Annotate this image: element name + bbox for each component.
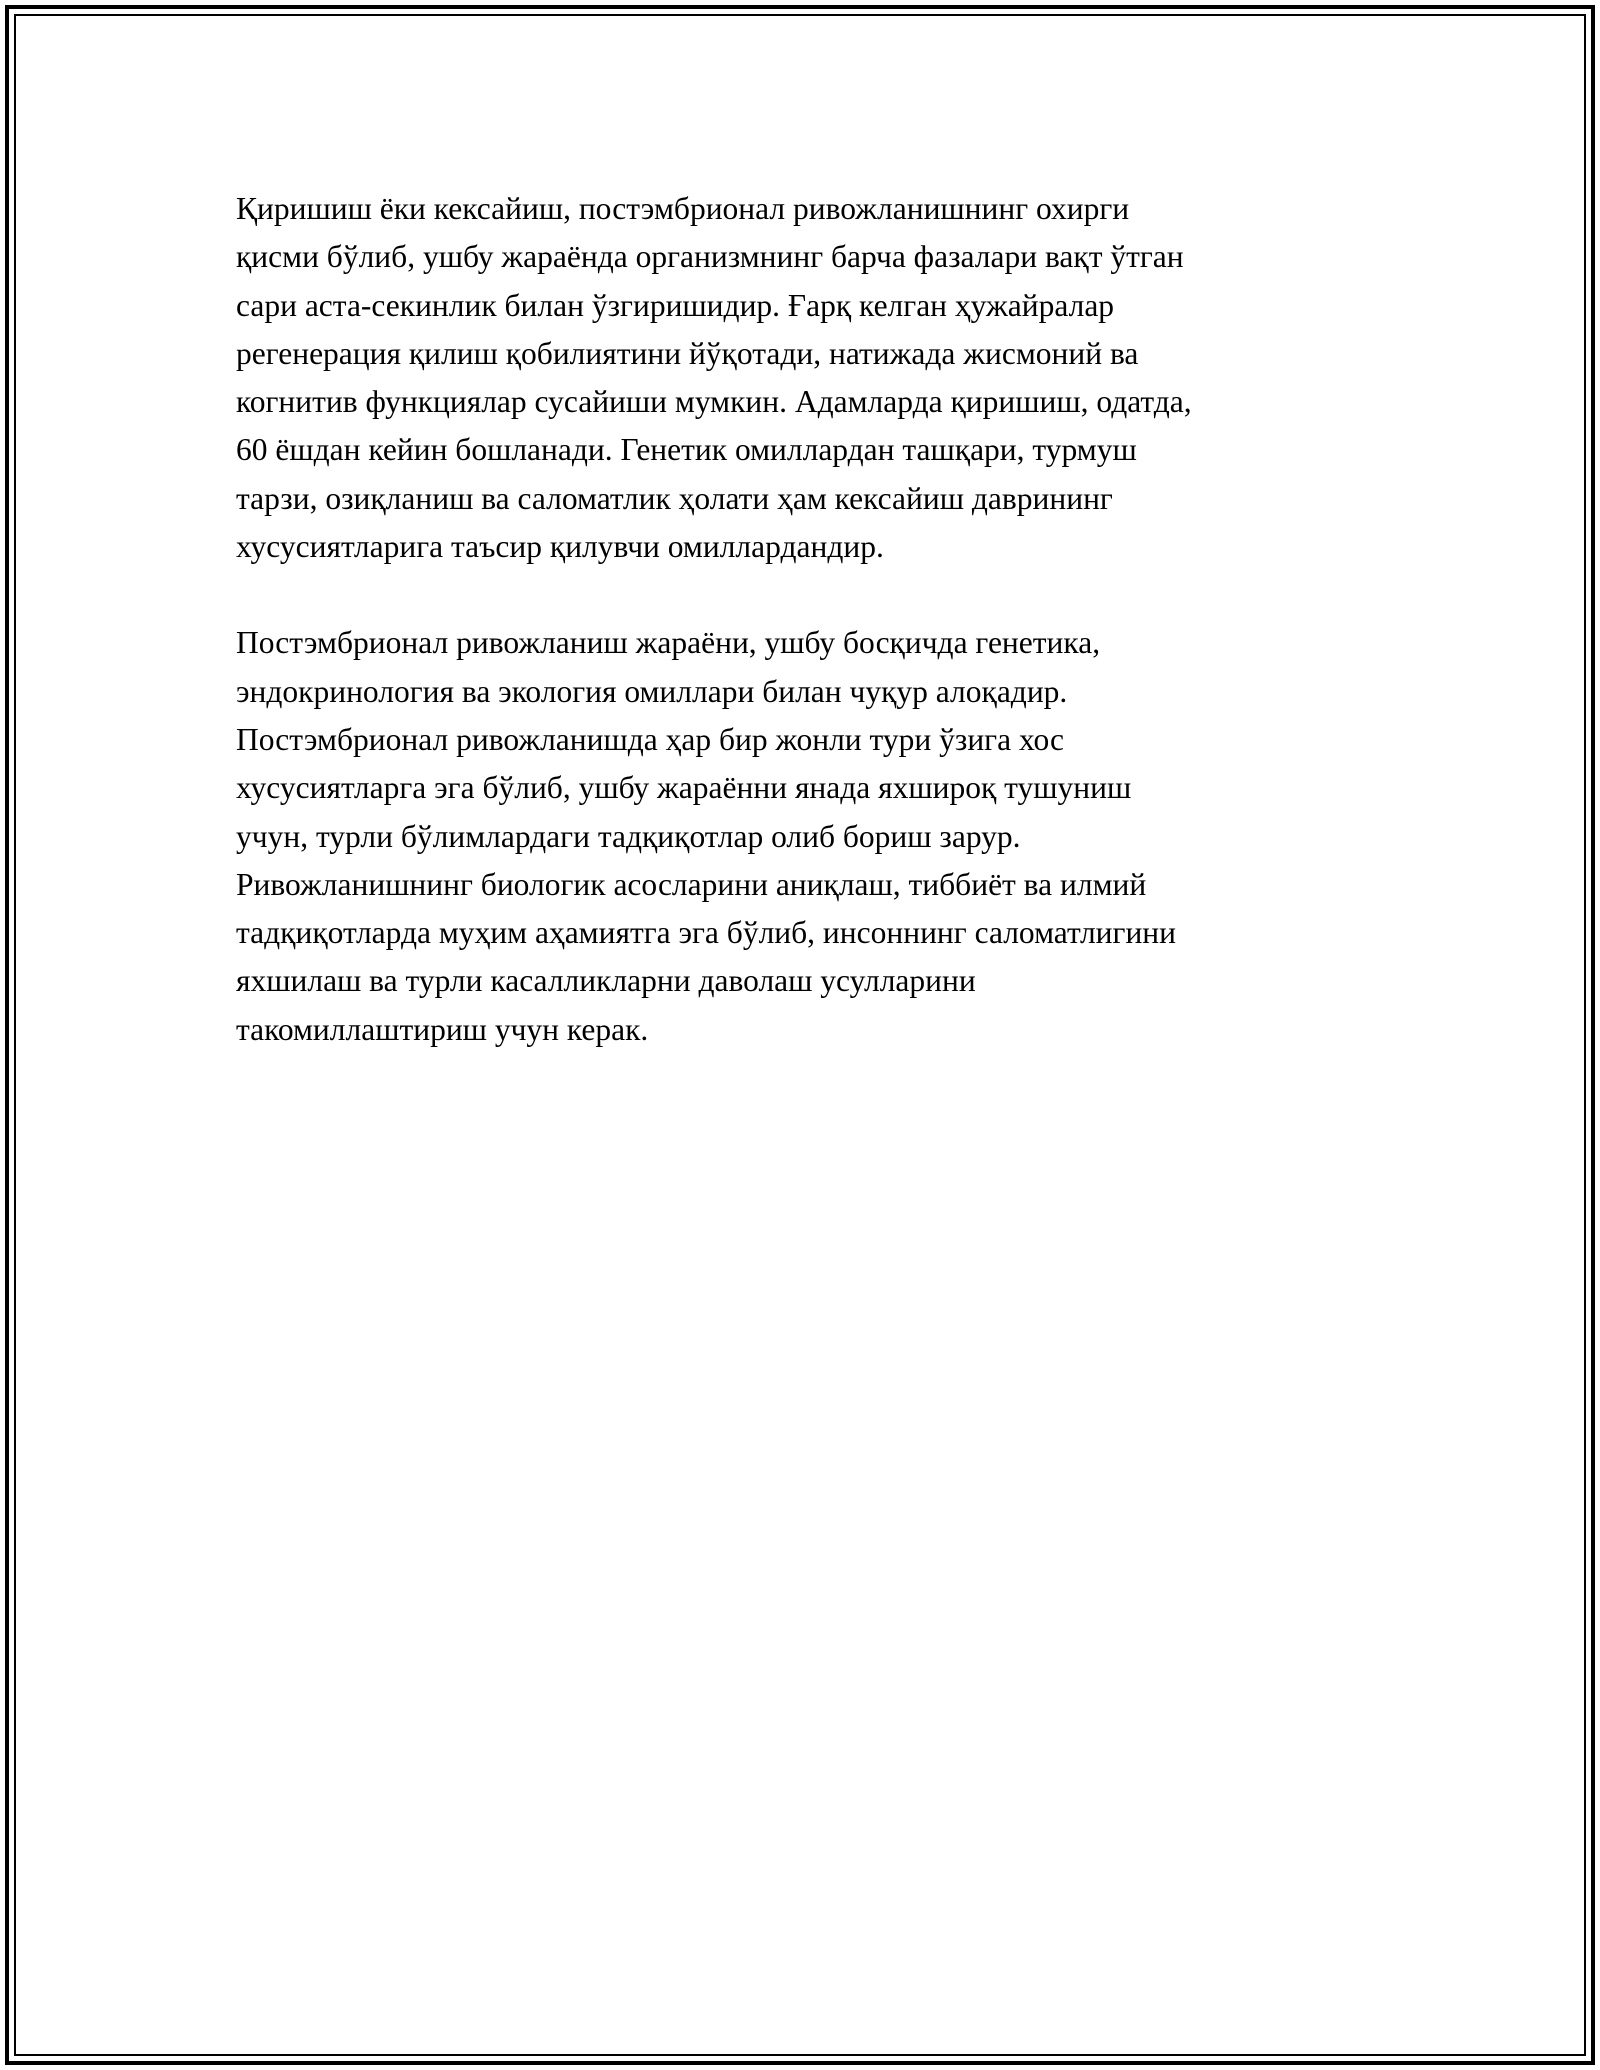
text-line: Қиришиш ёки кексайиш, постэмбрионал ривожланишнинг охирги: [236, 191, 1130, 226]
text-line: Постэмбрионал ривожланишда ҳар бир жонли тури ўзига хос: [236, 721, 1065, 757]
text-line: эндокринология ва экология омиллари билан чуқур алоқадир.: [236, 673, 1068, 709]
text-line: яхшилаш ва турли касалликларни даволаш усулларини: [236, 963, 976, 999]
text-line: учун, турли бўлимлардаги тадқиқотлар олиб бориш зарур.: [236, 818, 1021, 854]
text-line: хусусиятларига таъсир қилувчи омиллардандир.: [236, 529, 884, 565]
text-line: регенерация қилиш қобилиятини йўқотади, натижада жисмоний ва: [236, 335, 1139, 371]
text-line: 60 ёшдан кейин бошланади. Генетик омиллардан ташқари, турмуш: [236, 432, 1137, 468]
text-line: сари аста-секинлик билан ўзгиришидир. Ғарқ келган ҳужайралар: [236, 287, 1115, 323]
text-line: хусусиятларга эга бўлиб, ушбу жараённи янада яхшироқ тушуниш: [236, 770, 1132, 806]
text-line: когнитив функциялар сусайиши мумкин. Адамларда қиришиш, одатда,: [236, 384, 1192, 420]
text-line: такомиллаштириш учун керак.: [236, 1011, 649, 1047]
paragraph-1: [236, 185, 1366, 571]
text-line: Постэмбрионал ривожланиш жараёни, ушбу босқичда генетика,: [236, 625, 1101, 661]
text-line: тарзи, озиқланиш ва саломатлик ҳолати ҳам кексайиш даврининг: [236, 480, 1113, 516]
text-line: қисми бўлиб, ушбу жараёнда организмнинг барча фазалари вақт ўтган: [236, 239, 1184, 275]
text-line: тадқиқотларда муҳим аҳамиятга эга бўлиб, инсоннинг саломатлигини: [236, 915, 1177, 951]
document-body: [236, 185, 1366, 1102]
paragraph-2: [236, 619, 1366, 1054]
text-line: Ривожланишнинг биологик асосларини аниқлаш, тиббиёт ва илмий: [236, 866, 1147, 902]
